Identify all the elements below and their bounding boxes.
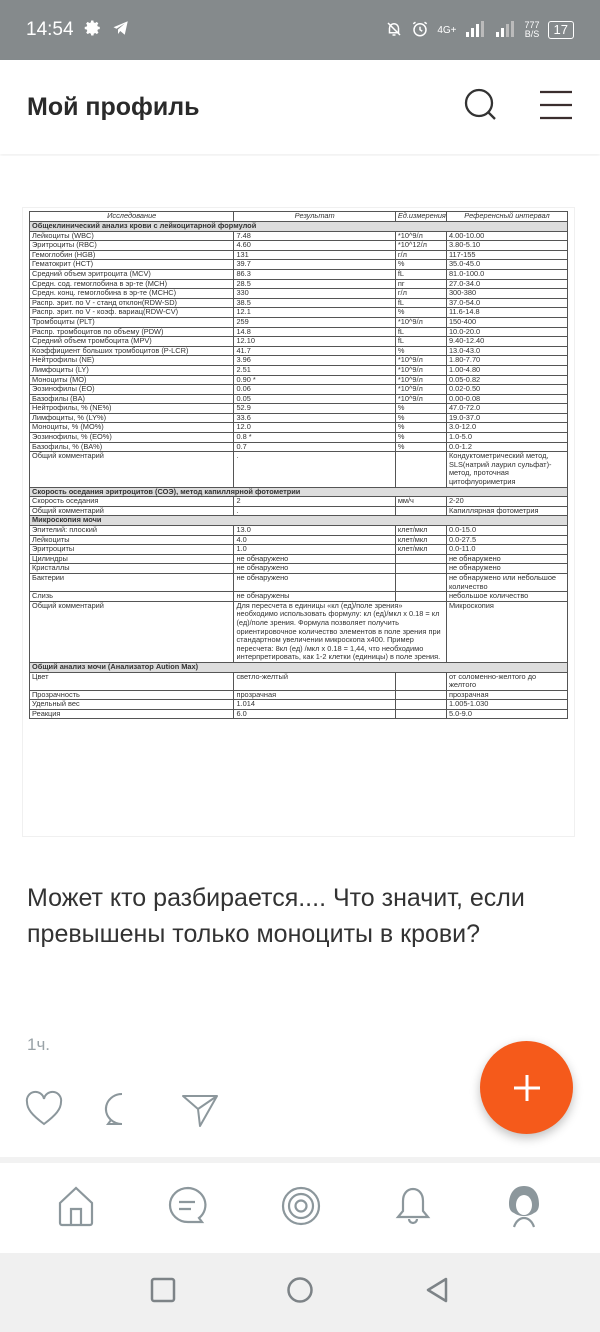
result-value: 6.0 bbox=[234, 709, 395, 719]
post-text: Может кто разбирается.... Что значит, если превышены только моноциты в крови? bbox=[27, 884, 525, 948]
reference-range: 1.0-5.0 bbox=[446, 433, 567, 443]
result-value: светло-желтый bbox=[234, 672, 395, 690]
table-row bbox=[30, 700, 568, 710]
unit: % bbox=[395, 413, 446, 423]
alarm-icon bbox=[411, 20, 429, 41]
reference-range: от соломенно-желтого до желтого bbox=[446, 672, 567, 690]
reference-range: 1.005-1.030 bbox=[446, 700, 567, 710]
settings-icon bbox=[84, 19, 102, 42]
unit: *10^9/л bbox=[395, 231, 446, 241]
table-row bbox=[30, 337, 568, 347]
table-row bbox=[30, 241, 568, 251]
recents-button-icon[interactable] bbox=[150, 1277, 176, 1308]
app-header bbox=[0, 60, 600, 154]
unit: *10^12/л bbox=[395, 241, 446, 251]
test-name: Эритроциты (RBC) bbox=[30, 241, 234, 251]
reference-range: 0.0-11.0 bbox=[446, 545, 567, 555]
reference-range: 3.0-12.0 bbox=[446, 423, 567, 433]
unit: *10^9/л bbox=[395, 356, 446, 366]
unit: *10^9/л bbox=[395, 317, 446, 327]
reference-range: 0.00-0.08 bbox=[446, 394, 567, 404]
table-row bbox=[30, 346, 568, 356]
table-row bbox=[30, 404, 568, 414]
test-name: Средний объем тромбоцита (MPV) bbox=[30, 337, 234, 347]
unit: *10^9/л bbox=[395, 375, 446, 385]
table-row bbox=[30, 497, 568, 507]
reference-range: не обнаружено bbox=[446, 554, 567, 564]
plus-icon bbox=[511, 1072, 543, 1104]
unit: % bbox=[395, 308, 446, 318]
status-time: 14:54 bbox=[26, 19, 74, 40]
result-value: 0.05 bbox=[234, 394, 395, 404]
nav-notifications-icon[interactable] bbox=[393, 1185, 433, 1232]
reference-range: 27.0-34.0 bbox=[446, 279, 567, 289]
create-post-button[interactable] bbox=[480, 1041, 573, 1134]
result-value: 28.5 bbox=[234, 279, 395, 289]
result-value: 14.8 bbox=[234, 327, 395, 337]
reference-range: 117-155 bbox=[446, 250, 567, 260]
reference-range: 150-400 bbox=[446, 317, 567, 327]
unit bbox=[395, 709, 446, 719]
test-name: Распр. эрит. по V - коэф. вариац(RDW-CV) bbox=[30, 308, 234, 318]
reference-range: 81.0-100.0 bbox=[446, 269, 567, 279]
table-row bbox=[30, 385, 568, 395]
test-name: Коэффициент больших тромбоцитов (P-LCR) bbox=[30, 346, 234, 356]
unit bbox=[395, 452, 446, 487]
result-value: 7.48 bbox=[234, 231, 395, 241]
unit: fL bbox=[395, 327, 446, 337]
bottom-navigation bbox=[0, 1163, 600, 1253]
section-title: Общий анализ мочи (Анализатор Aution Max) bbox=[30, 662, 568, 672]
reference-range: 13.0-43.0 bbox=[446, 346, 567, 356]
test-name: Цвет bbox=[30, 672, 234, 690]
result-value: 0.7 bbox=[234, 442, 395, 452]
reference-range: 0.0-15.0 bbox=[446, 526, 567, 536]
test-name: Распр. тромбоцитов по объему (PDW) bbox=[30, 327, 234, 337]
menu-icon[interactable] bbox=[539, 89, 573, 126]
result-value: 86.3 bbox=[234, 269, 395, 279]
unit: % bbox=[395, 442, 446, 452]
reference-range: Кондуктометрический метод, SLS(натрий лаурил сульфат)-метод, проточная цитофлуориметрия bbox=[446, 452, 567, 487]
back-button-icon[interactable] bbox=[424, 1276, 450, 1309]
reference-range: 35.0-45.0 bbox=[446, 260, 567, 270]
result-value: 0.8 * bbox=[234, 433, 395, 443]
share-icon[interactable] bbox=[180, 1090, 220, 1135]
test-name: Базофилы, % (BA%) bbox=[30, 442, 234, 452]
test-name: Реакция bbox=[30, 709, 234, 719]
reference-range: 5.0-9.0 bbox=[446, 709, 567, 719]
result-value: 13.0 bbox=[234, 526, 395, 536]
unit bbox=[395, 506, 446, 516]
result-value: не обнаружено bbox=[234, 573, 395, 591]
table-row bbox=[30, 709, 568, 719]
nav-home-icon[interactable] bbox=[56, 1185, 96, 1232]
table-row bbox=[30, 433, 568, 443]
reference-range: 3.80-5.10 bbox=[446, 241, 567, 251]
unit: клет/мкл bbox=[395, 535, 446, 545]
unit: пг bbox=[395, 279, 446, 289]
reference-range: не обнаружено bbox=[446, 564, 567, 574]
test-name: Общий комментарий bbox=[30, 452, 234, 487]
col-header-test: Исследование bbox=[30, 212, 234, 222]
nav-profile-avatar-icon[interactable] bbox=[504, 1184, 544, 1233]
post-timestamp: 1ч. bbox=[27, 1035, 51, 1054]
reference-range: 11.6-14.8 bbox=[446, 308, 567, 318]
test-name: Гематокрит (HCT) bbox=[30, 260, 234, 270]
lab-results-table bbox=[29, 211, 568, 719]
test-name: Нейтрофилы (NE) bbox=[30, 356, 234, 366]
unit: fL bbox=[395, 298, 446, 308]
result-value: 38.5 bbox=[234, 298, 395, 308]
result-value: 12.10 bbox=[234, 337, 395, 347]
unit: % bbox=[395, 423, 446, 433]
section-title: Общеклинический анализ крови с лейкоцитарной формулой bbox=[30, 222, 568, 232]
test-name: Бактерии bbox=[30, 573, 234, 591]
reference-range: Капиллярная фотометрия bbox=[446, 506, 567, 516]
col-header-unit: Ед.измерения bbox=[395, 212, 446, 222]
unit: % bbox=[395, 404, 446, 414]
reference-range: 300-380 bbox=[446, 289, 567, 299]
reference-range: 1.00-4.80 bbox=[446, 365, 567, 375]
reference-range: прозрачная bbox=[446, 690, 567, 700]
table-row bbox=[30, 308, 568, 318]
table-row bbox=[30, 601, 568, 662]
test-name: Лейкоциты bbox=[30, 535, 234, 545]
test-name: Эпителий: плоский bbox=[30, 526, 234, 536]
test-name: Гемоглобин (HGB) bbox=[30, 250, 234, 260]
result-value: 0.06 bbox=[234, 385, 395, 395]
reference-range: Микроскопия bbox=[446, 601, 567, 662]
result-value: не обнаружено bbox=[234, 564, 395, 574]
reference-range: 0.02-0.50 bbox=[446, 385, 567, 395]
table-row bbox=[30, 317, 568, 327]
post-image-lab-results[interactable] bbox=[22, 207, 575, 837]
telegram-icon bbox=[112, 19, 130, 42]
test-name: Удельный вес bbox=[30, 700, 234, 710]
comment-icon[interactable] bbox=[102, 1090, 142, 1135]
col-header-result: Результат bbox=[234, 212, 395, 222]
result-value: 131 bbox=[234, 250, 395, 260]
unit bbox=[395, 592, 446, 602]
unit: *10^9/л bbox=[395, 365, 446, 375]
signal-icon-2 bbox=[495, 21, 517, 40]
reference-range: 19.0-37.0 bbox=[446, 413, 567, 423]
test-name: Тромбоциты (PLT) bbox=[30, 317, 234, 327]
result-value: 2 bbox=[234, 497, 395, 507]
table-row bbox=[30, 269, 568, 279]
test-name: Эозинофилы (EO) bbox=[30, 385, 234, 395]
net-speed: 777 B/S bbox=[524, 20, 540, 39]
result-value: 52.9 bbox=[234, 404, 395, 414]
unit bbox=[395, 690, 446, 700]
section-header bbox=[30, 662, 568, 672]
unit bbox=[395, 672, 446, 690]
result-value: прозрачная bbox=[234, 690, 395, 700]
test-name: Лимфоциты, % (LY%) bbox=[30, 413, 234, 423]
table-row bbox=[30, 375, 568, 385]
table-row bbox=[30, 573, 568, 591]
test-name: Эритроциты bbox=[30, 545, 234, 555]
result-value: 33.6 bbox=[234, 413, 395, 423]
result-value: 330 bbox=[234, 289, 395, 299]
like-icon[interactable] bbox=[24, 1090, 64, 1135]
reference-range: 47.0-72.0 bbox=[446, 404, 567, 414]
table-row bbox=[30, 356, 568, 366]
test-name: Моноциты (MO) bbox=[30, 375, 234, 385]
reference-range: 37.0-54.0 bbox=[446, 298, 567, 308]
unit: клет/мкл bbox=[395, 526, 446, 536]
table-row bbox=[30, 592, 568, 602]
reference-range: 9.40-12.40 bbox=[446, 337, 567, 347]
result-value: 0.90 * bbox=[234, 375, 395, 385]
result-value: 39.7 bbox=[234, 260, 395, 270]
table-row bbox=[30, 250, 568, 260]
unit bbox=[395, 554, 446, 564]
result-value: 12.0 bbox=[234, 423, 395, 433]
test-name: Эозинофилы, % (EO%) bbox=[30, 433, 234, 443]
table-row bbox=[30, 672, 568, 690]
unit bbox=[395, 573, 446, 591]
table-row bbox=[30, 413, 568, 423]
table-row bbox=[30, 545, 568, 555]
test-name: Кристаллы bbox=[30, 564, 234, 574]
reference-range: 0.05-0.82 bbox=[446, 375, 567, 385]
table-row bbox=[30, 231, 568, 241]
nav-messages-icon[interactable] bbox=[167, 1185, 209, 1232]
result-value: 3.96 bbox=[234, 356, 395, 366]
network-type: 4G+ bbox=[437, 24, 457, 36]
status-bar bbox=[0, 0, 600, 60]
home-button-icon[interactable] bbox=[286, 1276, 314, 1309]
reference-range: 0.0-1.2 bbox=[446, 442, 567, 452]
battery-indicator: 17 bbox=[548, 21, 574, 39]
reference-range: небольшое количество bbox=[446, 592, 567, 602]
result-value: 259 bbox=[234, 317, 395, 327]
col-header-reference: Референсный интервал bbox=[446, 212, 567, 222]
test-name: Моноциты, % (MO%) bbox=[30, 423, 234, 433]
reference-range: не обнаружено или небольшое количество bbox=[446, 573, 567, 591]
result-value: 12.1 bbox=[234, 308, 395, 318]
signal-icon bbox=[465, 21, 487, 40]
result-value: 4.0 bbox=[234, 535, 395, 545]
result-value: не обнаружено bbox=[234, 554, 395, 564]
result-value: 1.014 bbox=[234, 700, 395, 710]
section-header bbox=[30, 516, 568, 526]
unit: % bbox=[395, 433, 446, 443]
search-icon[interactable] bbox=[463, 87, 499, 128]
table-row bbox=[30, 506, 568, 516]
reference-range: 4.00-10.00 bbox=[446, 231, 567, 241]
result-value: . bbox=[234, 506, 395, 516]
result-value: 1.0 bbox=[234, 545, 395, 555]
unit: % bbox=[395, 260, 446, 270]
result-value: 2.51 bbox=[234, 365, 395, 375]
unit bbox=[395, 564, 446, 574]
bell-off-icon bbox=[385, 20, 403, 41]
unit: % bbox=[395, 346, 446, 356]
reference-range: 10.0-20.0 bbox=[446, 327, 567, 337]
test-name: Нейтрофилы, % (NE%) bbox=[30, 404, 234, 414]
table-row bbox=[30, 365, 568, 375]
test-name: Распр. эрит. по V - станд отклон(RDW-SD) bbox=[30, 298, 234, 308]
section-header bbox=[30, 222, 568, 232]
test-name: Прозрачность bbox=[30, 690, 234, 700]
unit bbox=[395, 700, 446, 710]
test-name: Лимфоциты (LY) bbox=[30, 365, 234, 375]
result-value: . bbox=[234, 452, 395, 487]
post-actions bbox=[24, 1090, 220, 1135]
unit: клет/мкл bbox=[395, 545, 446, 555]
section-header bbox=[30, 487, 568, 497]
table-row bbox=[30, 526, 568, 536]
result-value: не обнаружены bbox=[234, 592, 395, 602]
test-name: Цилиндры bbox=[30, 554, 234, 564]
reference-range: 1.80-7.70 bbox=[446, 356, 567, 366]
unit: *10^9/л bbox=[395, 394, 446, 404]
test-name: Общий комментарий bbox=[30, 506, 234, 516]
reference-range: 0.0-27.5 bbox=[446, 535, 567, 545]
unit: fL bbox=[395, 269, 446, 279]
test-name: Средн. сод. гемоглобина в эр-те (MCH) bbox=[30, 279, 234, 289]
unit: fL bbox=[395, 337, 446, 347]
unit: мм/ч bbox=[395, 497, 446, 507]
test-name: Базофилы (BA) bbox=[30, 394, 234, 404]
test-name: Средн. конц. гемоглобина в эр-те (MCHC) bbox=[30, 289, 234, 299]
unit: г/л bbox=[395, 250, 446, 260]
section-title: Скорость оседания эритроцитов (СОЭ), метод капиллярной фотометрии bbox=[30, 487, 568, 497]
section-title: Микроскопия мочи bbox=[30, 516, 568, 526]
table-row bbox=[30, 535, 568, 545]
system-navigation-bar bbox=[0, 1253, 600, 1332]
nav-discussions-icon[interactable] bbox=[280, 1185, 322, 1232]
unit: г/л bbox=[395, 289, 446, 299]
result-value: 4.60 bbox=[234, 241, 395, 251]
table-row bbox=[30, 452, 568, 487]
result-value: Для пересчета в единицы «кл (ед)/поле зрения» необходимо использовать формулу: кл (ед)/мкл х 0.18 = кл (ед)/поле зрения. Формула позволяет получить ориентировочное количество элементов в поле зрения при стандартном увеличении микроскопа х400. Пример пересчета: 8кл (ед) /мкл х 0.18 = 1,44, что необходимо интерпретировать, как 1-2 клетки (единицы) в поле зрения. bbox=[234, 601, 447, 662]
result-value: 41.7 bbox=[234, 346, 395, 356]
unit: *10^9/л bbox=[395, 385, 446, 395]
test-name: Скорость оседания bbox=[30, 497, 234, 507]
page-title: Мой профиль bbox=[27, 92, 200, 121]
test-name: Общий комментарий bbox=[30, 601, 234, 662]
reference-range: 2-20 bbox=[446, 497, 567, 507]
test-name: Средний объем эритроцита (MCV) bbox=[30, 269, 234, 279]
table-row bbox=[30, 289, 568, 299]
test-name: Лейкоциты (WBC) bbox=[30, 231, 234, 241]
test-name: Слизь bbox=[30, 592, 234, 602]
